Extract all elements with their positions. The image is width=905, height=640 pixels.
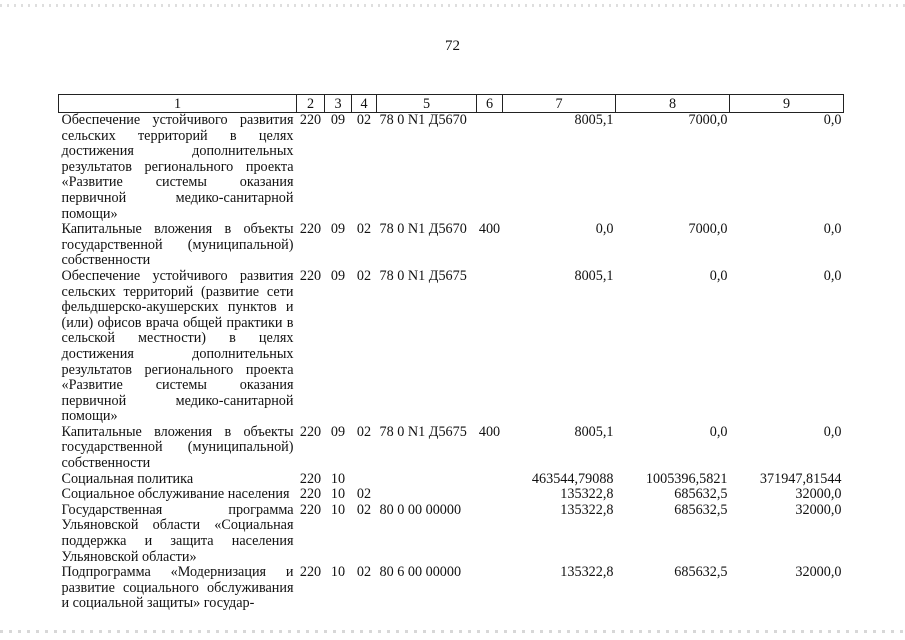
amount-col-9: 0,0 [823,221,842,238]
section-code: 10 [330,501,346,518]
target-article-code: 78 0 N1 Д5670 [379,112,467,128]
amount-col-9: 32000,0 [795,486,842,503]
row-name: Капитальные вложения в объекты государственной (муниципальной) собственности [61,221,294,269]
ministry-code: 220 [299,221,322,238]
subsection-code: 02 [356,267,372,284]
scan-edge-bottom [0,630,905,633]
table-row [59,269,844,425]
ministry-code: 220 [299,564,322,581]
subsection-code: 02 [356,486,372,503]
table-row [59,487,844,503]
budget-table [58,94,844,612]
target-article-code: 78 0 N1 Д5670 [379,221,467,238]
amount-col-7: 135322,8 [560,564,614,581]
section-code: 10 [330,564,346,581]
amount-col-8: 0,0 [709,267,728,284]
amount-col-9: 0,0 [823,423,842,440]
subsection-code: 02 [356,501,372,518]
subsection-code: 02 [356,423,372,440]
section-code: 09 [330,221,346,238]
expense-type-code: 400 [478,423,501,440]
scan-edge-top [0,4,905,7]
expense-type-code [477,269,503,425]
section-code: 09 [330,112,346,128]
amount-col-8: 1005396,5821 [645,470,728,487]
table-header [59,95,844,113]
amount-col-7: 8005,1 [574,423,614,440]
table-row [59,565,844,612]
row-name: Обеспечение устойчивого развития сельских территорий в целях достижения дополнительных результатов регионального проекта «Развитие системы оказания первичной медико-санитарной помощи» [61,112,294,222]
column-header-2: 2 [297,95,325,113]
expense-type-code [477,487,503,503]
amount-col-7: 8005,1 [574,267,614,284]
ministry-code: 220 [299,423,322,440]
column-header-9: 9 [730,95,844,113]
target-article-code [377,487,477,503]
subsection-code: 02 [356,564,372,581]
budget-table-container [58,94,843,612]
target-article-code: 80 0 00 00000 [379,501,462,518]
row-name: Подпрограмма «Модернизация и развитие социального обслуживания и социальной защиты» государ- [61,564,294,612]
amount-col-8: 7000,0 [688,112,728,128]
ministry-code: 220 [299,267,322,284]
expense-type-code [477,565,503,612]
amount-col-9: 371947,81544 [759,470,842,487]
subsection-code: 02 [356,221,372,238]
amount-col-8: 685632,5 [674,564,728,581]
row-name: Социальное обслуживание населения [61,486,290,503]
target-article-code: 80 6 00 00000 [379,564,462,581]
expense-type-code: 400 [478,221,501,238]
target-article-code: 78 0 N1 Д5675 [379,423,467,440]
amount-col-7: 0,0 [595,221,614,238]
expense-type-code [477,113,503,223]
amount-col-9: 32000,0 [795,501,842,518]
ministry-code: 220 [299,501,322,518]
ministry-code: 220 [299,486,322,503]
column-header-8: 8 [616,95,730,113]
target-article-code [377,472,477,488]
row-name: Капитальные вложения в объекты государственной (муниципальной) собственности [61,423,294,472]
column-header-4: 4 [352,95,377,113]
column-header-6: 6 [477,95,503,113]
amount-col-9: 0,0 [823,267,842,284]
row-name: Обеспечение устойчивого развития сельских территорий (развитие сети фельдшерско-акушерских пунктов и (или) офисов врача общей практики в сельской местности) в целях достижения дополнительных результатов регионального проекта «Развитие системы оказания первичной медико-санитарной помощи» [61,267,294,425]
amount-col-9: 32000,0 [795,564,842,581]
table-row [59,425,844,472]
target-article-code: 78 0 N1 Д5675 [379,267,467,284]
amount-col-7: 135322,8 [560,486,614,503]
table-row [59,113,844,223]
column-header-7: 7 [503,95,616,113]
section-code: 10 [330,470,346,487]
amount-col-8: 685632,5 [674,486,728,503]
amount-col-9: 0,0 [823,112,842,128]
amount-col-8: 0,0 [709,423,728,440]
expense-type-code [477,472,503,488]
row-name: Государственная программа Ульяновской области «Социальная поддержка и защита населения Ульяновской области» [61,501,294,565]
amount-col-7: 8005,1 [574,112,614,128]
amount-col-7: 463544,79088 [531,470,614,487]
subsection-code [352,472,377,488]
table-body [59,113,844,613]
expense-type-code [477,503,503,565]
column-header-1: 1 [59,95,297,113]
column-header-3: 3 [325,95,352,113]
amount-col-8: 685632,5 [674,501,728,518]
section-code: 09 [330,423,346,440]
section-code: 09 [330,267,346,284]
section-code: 10 [330,486,346,503]
table-row [59,472,844,488]
table-row [59,503,844,565]
ministry-code: 220 [299,112,322,128]
header-row [59,95,844,113]
column-header-5: 5 [377,95,477,113]
ministry-code: 220 [299,470,322,487]
subsection-code: 02 [356,112,372,128]
amount-col-8: 7000,0 [688,221,728,238]
page-number: 72 [445,38,460,54]
amount-col-7: 135322,8 [560,501,614,518]
row-name: Социальная политика [61,470,194,487]
table-row [59,222,844,269]
